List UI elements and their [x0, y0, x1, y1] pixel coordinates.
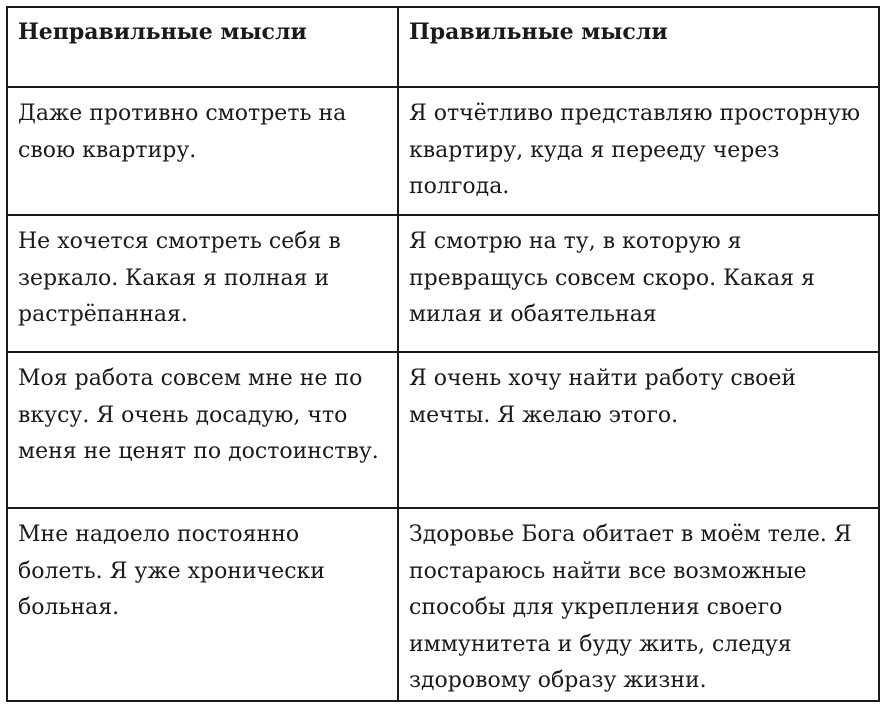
table-body — [7, 87, 879, 701]
right-thought-text: Здоровье Бога обитает в моём теле. Я постараюсь найти все возможные способы для укрепления своего иммунитета и буду жить, следуя здоровому образу жизни. — [409, 522, 852, 693]
table-header — [7, 7, 879, 87]
wrong-thought-text: Не хочется смотреть себя в зеркало. Какая я полная и растрёпанная. — [18, 229, 341, 327]
right-thought-cell — [398, 508, 879, 701]
wrong-thought-cell — [7, 352, 398, 508]
right-thought-cell — [398, 215, 879, 352]
wrong-thought-text: Моя работа совсем мне не по вкусу. Я очень досадую, что меня не ценят по достоинству. — [18, 366, 379, 464]
wrong-thought-cell — [7, 215, 398, 352]
header-row — [7, 7, 879, 87]
header-right-thoughts — [398, 7, 879, 87]
wrong-thought-text: Даже противно смотреть на свою квартиру. — [18, 101, 347, 163]
wrong-thought-text: Мне надоело постоянно болеть. Я уже хронически больная. — [18, 522, 325, 620]
right-thought-cell — [398, 87, 879, 215]
table-row — [7, 508, 879, 701]
table-row — [7, 352, 879, 508]
table-row — [7, 87, 879, 215]
header-wrong-label: Неправильные мысли — [18, 19, 307, 45]
header-wrong-thoughts — [7, 7, 398, 87]
wrong-thought-cell — [7, 87, 398, 215]
right-thought-text: Я очень хочу найти работу своей мечты. Я желаю этого. — [409, 366, 797, 428]
header-right-label: Правильные мысли — [409, 19, 668, 45]
table-row — [7, 215, 879, 352]
right-thought-text: Я отчётливо представляю просторную квартиру, куда я перееду через полгода. — [409, 101, 861, 199]
thoughts-comparison-table — [6, 6, 880, 702]
right-thought-text: Я смотрю на ту, в которую я превращусь совсем скоро. Какая я милая и обаятельная — [409, 229, 815, 327]
right-thought-cell — [398, 352, 879, 508]
wrong-thought-cell — [7, 508, 398, 701]
